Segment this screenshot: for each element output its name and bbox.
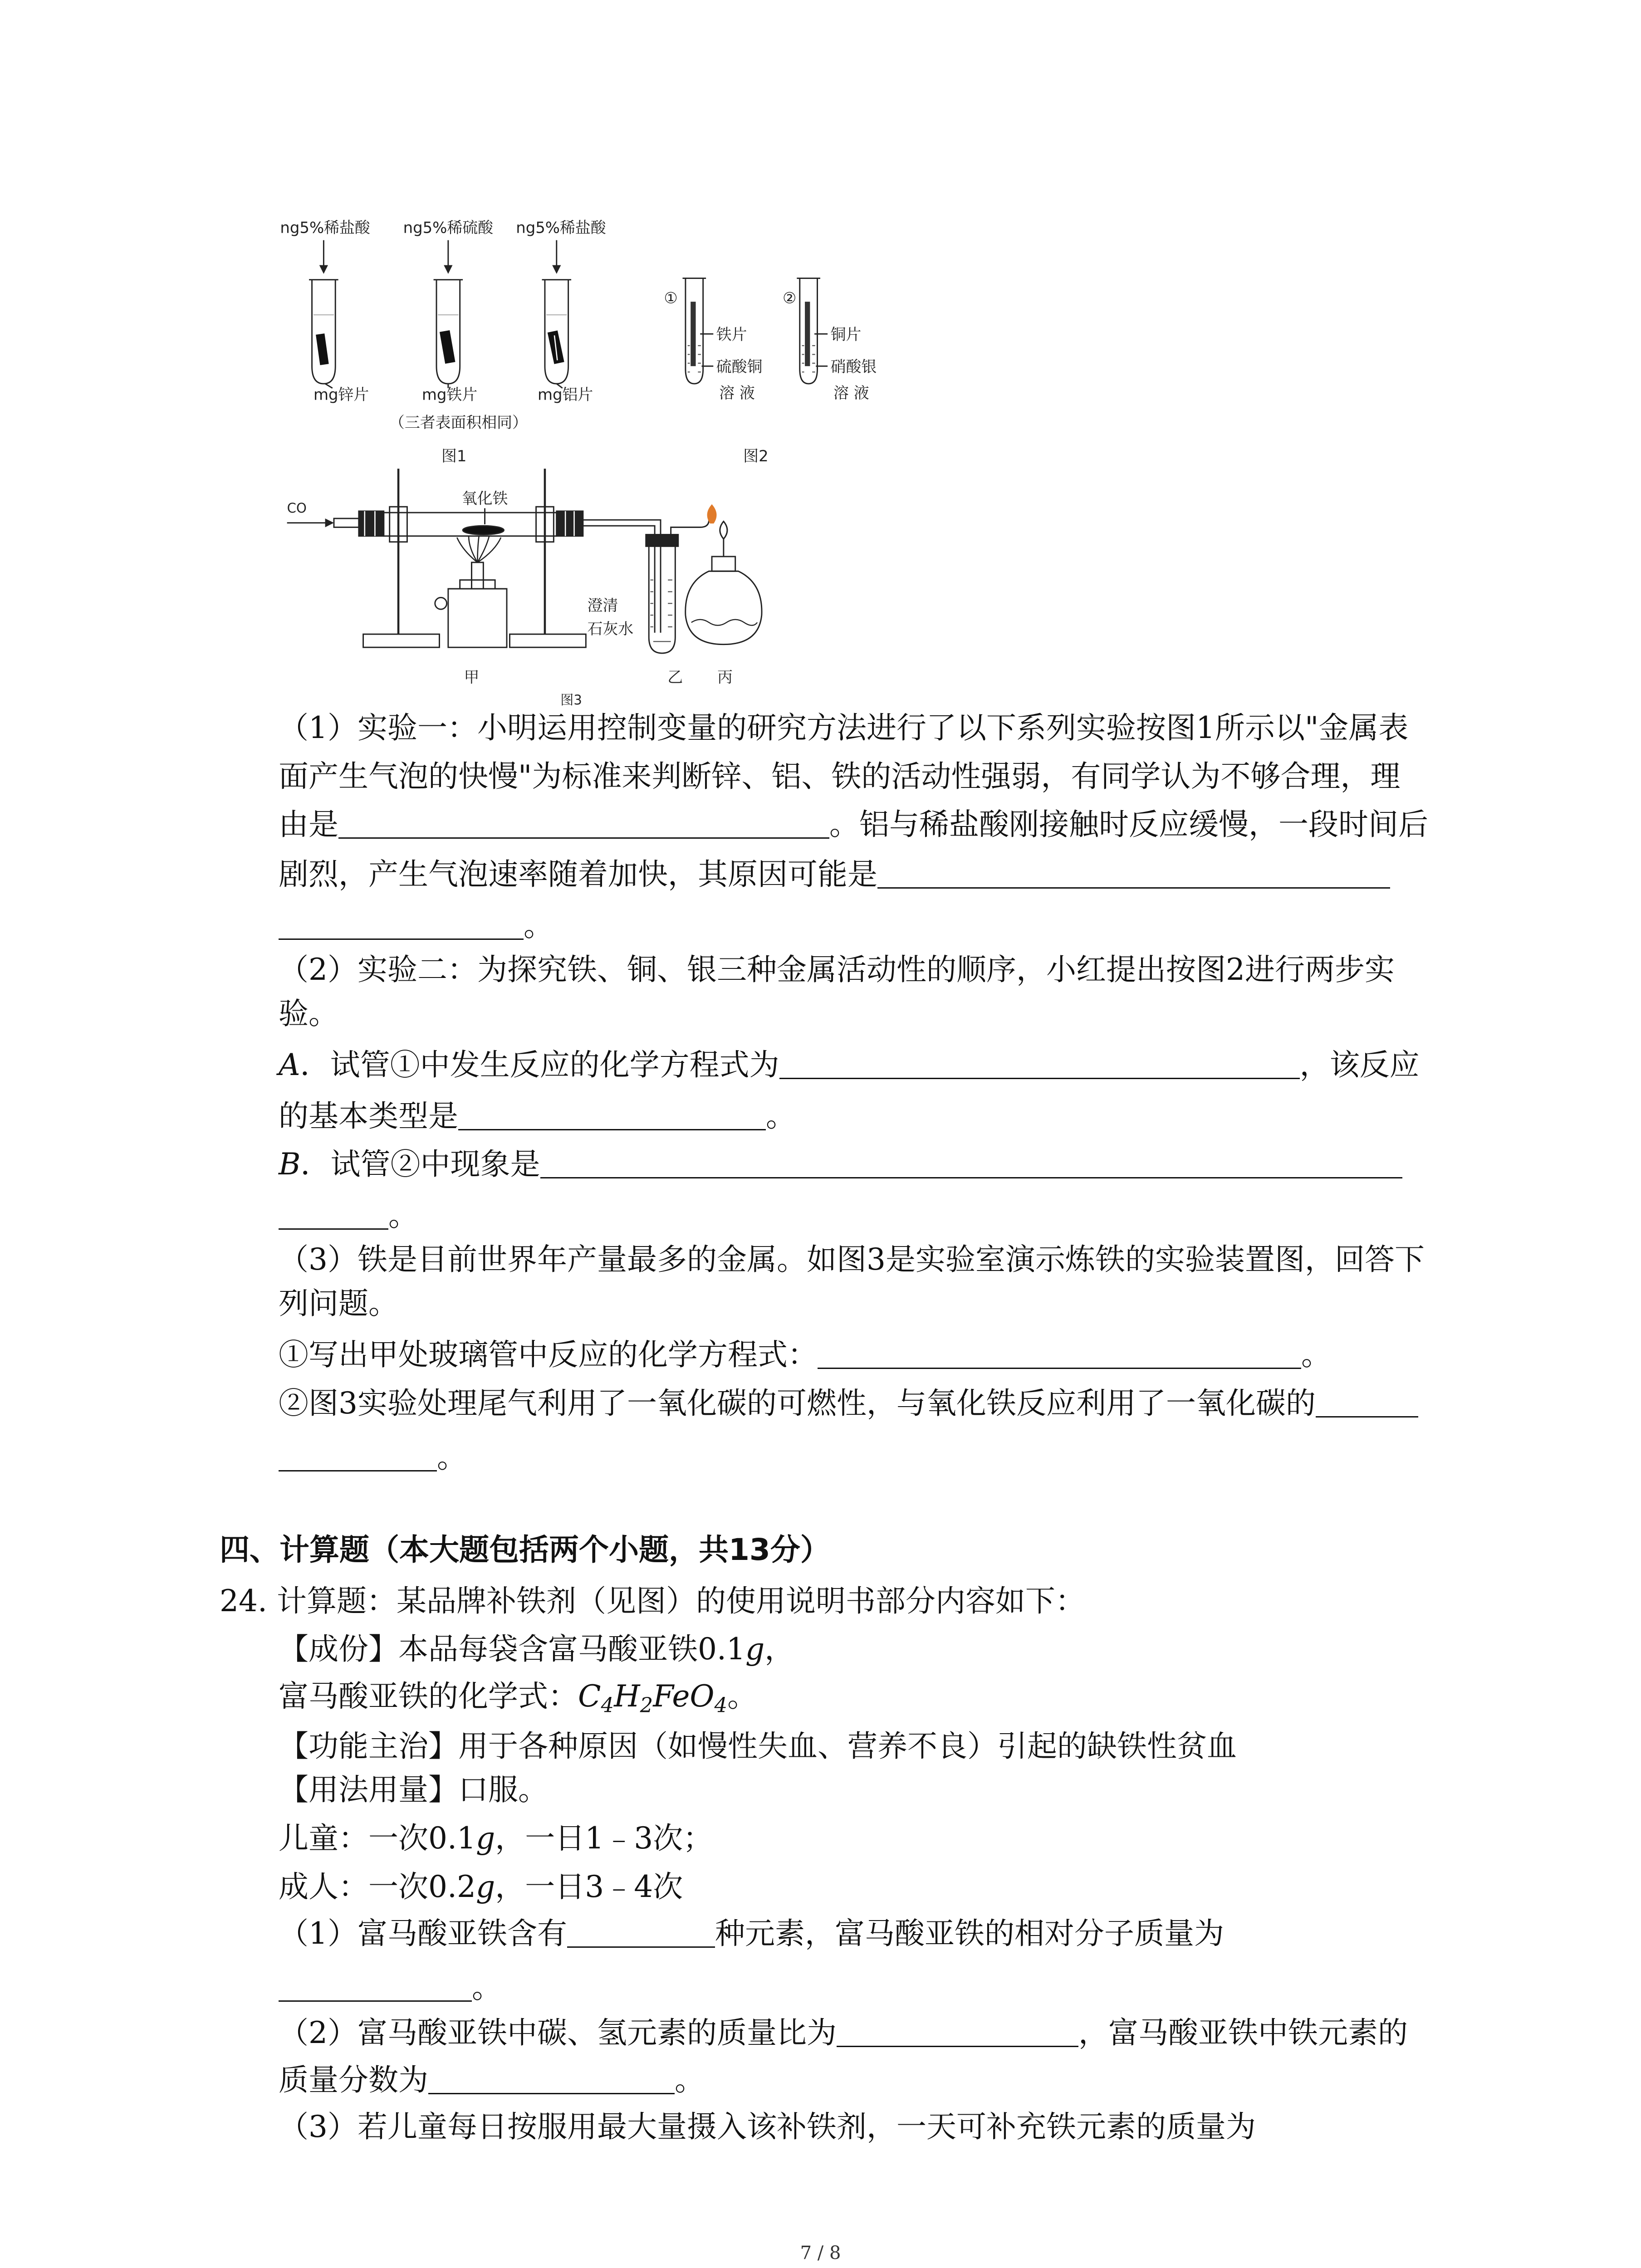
text-segment: 。 <box>675 2063 705 2097</box>
stopper <box>359 511 384 536</box>
reagent-label: 氧化铁 <box>461 489 508 508</box>
text-segment: 【成份】本品每袋含富马酸亚铁0.1 <box>279 1632 745 1667</box>
q23-p2-a-line2 <box>279 1099 796 1134</box>
q24-function: 【功能主治】用于各种原因（如慢性失血、营养不良）引起的缺铁性贫血 <box>279 1729 1237 1764</box>
unit: g <box>475 1821 495 1856</box>
stopper <box>646 535 678 547</box>
text-segment: ，富马酸亚铁中铁元素的 <box>1078 2015 1408 2050</box>
answer-blank <box>779 1051 1300 1079</box>
q24-dose-adult <box>279 1869 683 1904</box>
q23-p2-line1: （2）实验二：为探究铁、铜、银三种金属活动性的顺序，小红提出按图2进行两步实 <box>279 952 1395 987</box>
q24-p2-line1 <box>279 2015 1408 2050</box>
text-segment: 的基本类型是 <box>279 1099 458 1134</box>
answer-blank <box>458 1103 766 1130</box>
zinc-strip <box>316 333 329 365</box>
formula-subscript: 4 <box>714 1693 728 1717</box>
answer-blank <box>338 811 829 839</box>
option-label: A <box>279 1047 300 1082</box>
answer-blank <box>279 1444 437 1471</box>
q23-p2-b-line2 <box>279 1198 418 1233</box>
text-segment: 剧烈，产生气泡速率随着加快，其原因可能是 <box>279 857 877 892</box>
text-segment: ②图3实验处理尾气利用了一氧化碳的可燃性，与氧化铁反应利用了一氧化碳的 <box>279 1386 1316 1421</box>
burner-knob <box>435 597 447 609</box>
q24-p3-line1: （3）若儿童每日按服用最大量摄入该补铁剂，一天可补充铁元素的质量为 <box>279 2109 1256 2144</box>
figure-1 <box>309 240 571 388</box>
figure-2-labels <box>664 289 877 465</box>
solution-label: 溶 液 <box>719 384 755 402</box>
text-segment: 富马酸亚铁的化学式： <box>279 1679 578 1714</box>
stand-base <box>363 634 440 647</box>
text-segment: ．试管②中现象是 <box>300 1147 540 1182</box>
text-segment: ，该反应 <box>1299 1047 1420 1082</box>
q23-p2-line2: 验。 <box>279 996 338 1031</box>
text-segment: 质量分数为 <box>279 2063 428 2097</box>
text-segment: 。 <box>524 908 554 943</box>
solution-label: 硫酸铜 <box>716 358 763 376</box>
text-segment: ，一日1﹣3次； <box>495 1821 713 1856</box>
q24-composition <box>279 1632 795 1667</box>
gas-label: CO <box>287 500 307 516</box>
figure-caption: 图1 <box>441 447 467 465</box>
text-segment: ①写出甲处玻璃管中反应的化学方程式： <box>279 1337 818 1372</box>
text-segment: ，一日3﹣4次 <box>495 1869 683 1904</box>
tube-mark: ① <box>664 289 678 307</box>
q23-p1-line4 <box>279 857 1390 892</box>
text-segment: 。 <box>727 1679 758 1714</box>
limewater-liquid <box>650 580 672 642</box>
gas-outlet-tube <box>583 526 655 633</box>
text-segment: 。 <box>1301 1337 1331 1372</box>
q23-p3-s1 <box>279 1337 1331 1372</box>
metal-label: mg锌片 <box>313 386 369 404</box>
test-tube-limewater <box>649 545 675 653</box>
limewater-label: 石灰水 <box>587 620 634 638</box>
lamp-flame <box>720 521 727 539</box>
q23-p3-line1: （3）铁是目前世界年产量最多的金属。如图3是实验室演示炼铁的实验装置图，回答下 <box>279 1242 1425 1277</box>
metal-label: 铁片 <box>716 326 747 344</box>
text-segment: 。 <box>472 1970 502 2005</box>
text-segment: 。 <box>388 1198 418 1233</box>
text-segment: 由是 <box>279 807 338 842</box>
q23-p2-b-line1 <box>279 1147 1402 1182</box>
q24-usage: 【用法用量】口服。 <box>279 1772 548 1807</box>
text-segment: （1）富马酸亚铁含有 <box>279 1916 567 1951</box>
figure-3 <box>287 469 762 653</box>
copper-strip <box>805 302 810 366</box>
experiment-figures <box>264 205 923 710</box>
figure-caption: 图2 <box>743 447 769 465</box>
figure-caption: 图3 <box>560 692 582 708</box>
section-heading: 四、计算题（本大题包括两个小题，共13分） <box>220 1532 830 1567</box>
solution-label: 硝酸银 <box>830 358 877 376</box>
unit: g <box>475 1869 495 1904</box>
formula-subscript: 2 <box>640 1693 653 1717</box>
text-segment: ， <box>764 1632 795 1667</box>
text-segment: 儿童：一次0.1 <box>279 1821 476 1856</box>
text-segment: 。 <box>766 1099 796 1134</box>
test-tube <box>312 280 336 384</box>
text-segment: （2）富马酸亚铁中碳、氢元素的质量比为 <box>279 2015 837 2050</box>
text-segment: ．试管①中发生反应的化学方程式为 <box>300 1047 779 1082</box>
figure-note: （三者表面积相同） <box>389 413 528 431</box>
inlet-tube <box>334 518 359 527</box>
answer-blank <box>567 1920 715 1948</box>
text-segment: 成人：一次0.2 <box>279 1869 476 1904</box>
acid-label: ng5%稀硫酸 <box>403 219 494 237</box>
option-label: B <box>279 1147 301 1182</box>
answer-blank <box>279 1974 472 2002</box>
q23-p1-line1: （1）实验一：小明运用控制变量的研究方法进行了以下系列实验按图1所示以"金属表 <box>279 710 1409 745</box>
formula-element: C <box>578 1679 601 1714</box>
figure-3-labels <box>287 490 733 708</box>
answer-blank <box>279 1202 388 1230</box>
q24-p2-line2 <box>279 2065 705 2095</box>
stand-base <box>509 634 586 647</box>
q24-p1-line2 <box>279 1970 502 2005</box>
iron-strip <box>691 302 696 366</box>
q23-p1-line5 <box>279 908 554 943</box>
q23-p1-line3 <box>279 807 1428 842</box>
answer-blank <box>540 1151 1402 1178</box>
acid-label: ng5%稀盐酸 <box>280 219 370 237</box>
lamp-neck <box>712 557 735 571</box>
text-segment: 种元素，富马酸亚铁的相对分子质量为 <box>715 1916 1224 1951</box>
text-segment: 。铝与稀盐酸刚接触时反应缓慢，一段时间后 <box>829 807 1428 842</box>
iron-strip <box>440 330 456 364</box>
lamp-liquid <box>691 620 757 626</box>
q23-p3-s2-line1 <box>279 1386 1418 1421</box>
text-segment: 。 <box>437 1440 467 1475</box>
limewater-label: 澄清 <box>587 596 618 615</box>
metal-label: 铜片 <box>830 326 862 344</box>
stopper <box>557 511 583 536</box>
q23-p2-a-line1 <box>279 1047 1420 1082</box>
answer-blank <box>837 2019 1078 2047</box>
alcohol-lamp <box>686 571 762 644</box>
page-number: 7 / 8 <box>800 2243 841 2263</box>
formula-element: H <box>614 1679 640 1714</box>
answer-blank <box>279 912 524 940</box>
q23-p3-s2-line2 <box>279 1440 467 1475</box>
burner-body <box>448 589 507 647</box>
part-label: 甲 <box>464 668 480 686</box>
burner-flame <box>457 536 501 562</box>
burner-cap <box>460 580 495 589</box>
acid-label: ng5%稀盐酸 <box>516 219 606 237</box>
q23-p1-line2: 面产生气泡的快慢"为标准来判断锌、铝、铁的活动性强弱，有同学认为不够合理，理 <box>279 759 1401 794</box>
answer-blank <box>1316 1390 1418 1418</box>
formula-element: FeO <box>653 1679 715 1714</box>
unit: g <box>745 1632 765 1667</box>
iron-oxide-powder <box>463 526 504 534</box>
q23-p3-line2: 列问题。 <box>279 1286 398 1321</box>
q24-intro: 24. 计算题：某品牌补铁剂（见图）的使用说明书部分内容如下： <box>220 1584 1085 1618</box>
answer-blank <box>428 2067 675 2094</box>
metal-label: mg铁片 <box>421 386 478 404</box>
metal-label: mg铝片 <box>537 386 593 404</box>
answer-blank <box>877 861 1390 889</box>
burner-nozzle <box>472 562 484 589</box>
answer-blank <box>818 1341 1301 1369</box>
exhaust-tube <box>671 520 709 534</box>
q24-p1-line1 <box>279 1916 1224 1951</box>
q24-dose-child <box>279 1821 713 1856</box>
part-label: 乙 <box>667 668 683 686</box>
formula-subscript: 4 <box>601 1693 614 1717</box>
solution-label: 溶 液 <box>833 384 869 402</box>
tube-mark: ② <box>782 289 797 307</box>
exhaust-flame <box>708 505 716 523</box>
part-label: 丙 <box>717 668 733 686</box>
q24-formula-line <box>279 1681 757 1721</box>
